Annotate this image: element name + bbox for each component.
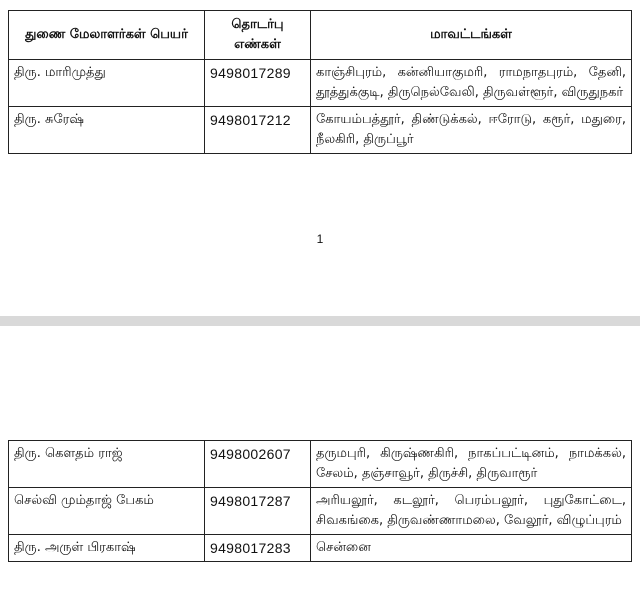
districts-cell: அரியலூர், கடலூர், பெரம்பலூர், புதுகோட்டை, சிவகங்கை, திருவண்ணாமலை, வேலூர், விழுப்புரம் (311, 488, 632, 535)
contact-table-page-2 (8, 440, 632, 562)
table-row (9, 535, 632, 562)
phone-number: 9498017212 (205, 107, 311, 154)
phone-number: 9498017287 (205, 488, 311, 535)
phone-number: 9498002607 (205, 441, 311, 488)
table-row (9, 107, 632, 154)
header-name: துணை மேலாளர்கள் பெயர் (9, 11, 205, 60)
phone-number: 9498017283 (205, 535, 311, 562)
manager-name: திரு. சுரேஷ் (9, 107, 205, 154)
manager-name: திரு. மாரிமுத்து (9, 60, 205, 107)
document-page-2 (0, 326, 640, 611)
manager-name: திரு. கௌதம் ராஜ் (9, 441, 205, 488)
page-number: 1 (316, 232, 324, 246)
phone-number: 9498017289 (205, 60, 311, 107)
table-row (9, 488, 632, 535)
manager-name: திரு. அருள் பிரகாஷ் (9, 535, 205, 562)
districts-cell: காஞ்சிபுரம், கன்னியாகுமரி, ராமநாதபுரம், தேனி, தூத்துக்குடி, திருநெல்வேலி, திருவள்ளூர், விருதுநகர் (311, 60, 632, 107)
table-header-row (9, 11, 632, 60)
districts-cell: கோயம்பத்தூர், திண்டுக்கல், ஈரோடு, கரூர், மதுரை, நீலகிரி, திருப்பூர் (311, 107, 632, 154)
header-contact: தொடர்பு எண்கள் (205, 11, 311, 60)
table-row (9, 441, 632, 488)
manager-name: செல்வி மும்தாஜ் பேகம் (9, 488, 205, 535)
table-row (9, 60, 632, 107)
districts-cell: தருமபுரி, கிருஷ்ணகிரி, நாகப்பட்டினம், நாமக்கல், சேலம், தஞ்சாவூர், திருச்சி, திருவாரூர் (311, 441, 632, 488)
districts-cell: சென்னை (311, 535, 632, 562)
page-separator (0, 316, 640, 326)
contact-table-page-1 (8, 10, 632, 154)
header-districts: மாவட்டங்கள் (311, 11, 632, 60)
